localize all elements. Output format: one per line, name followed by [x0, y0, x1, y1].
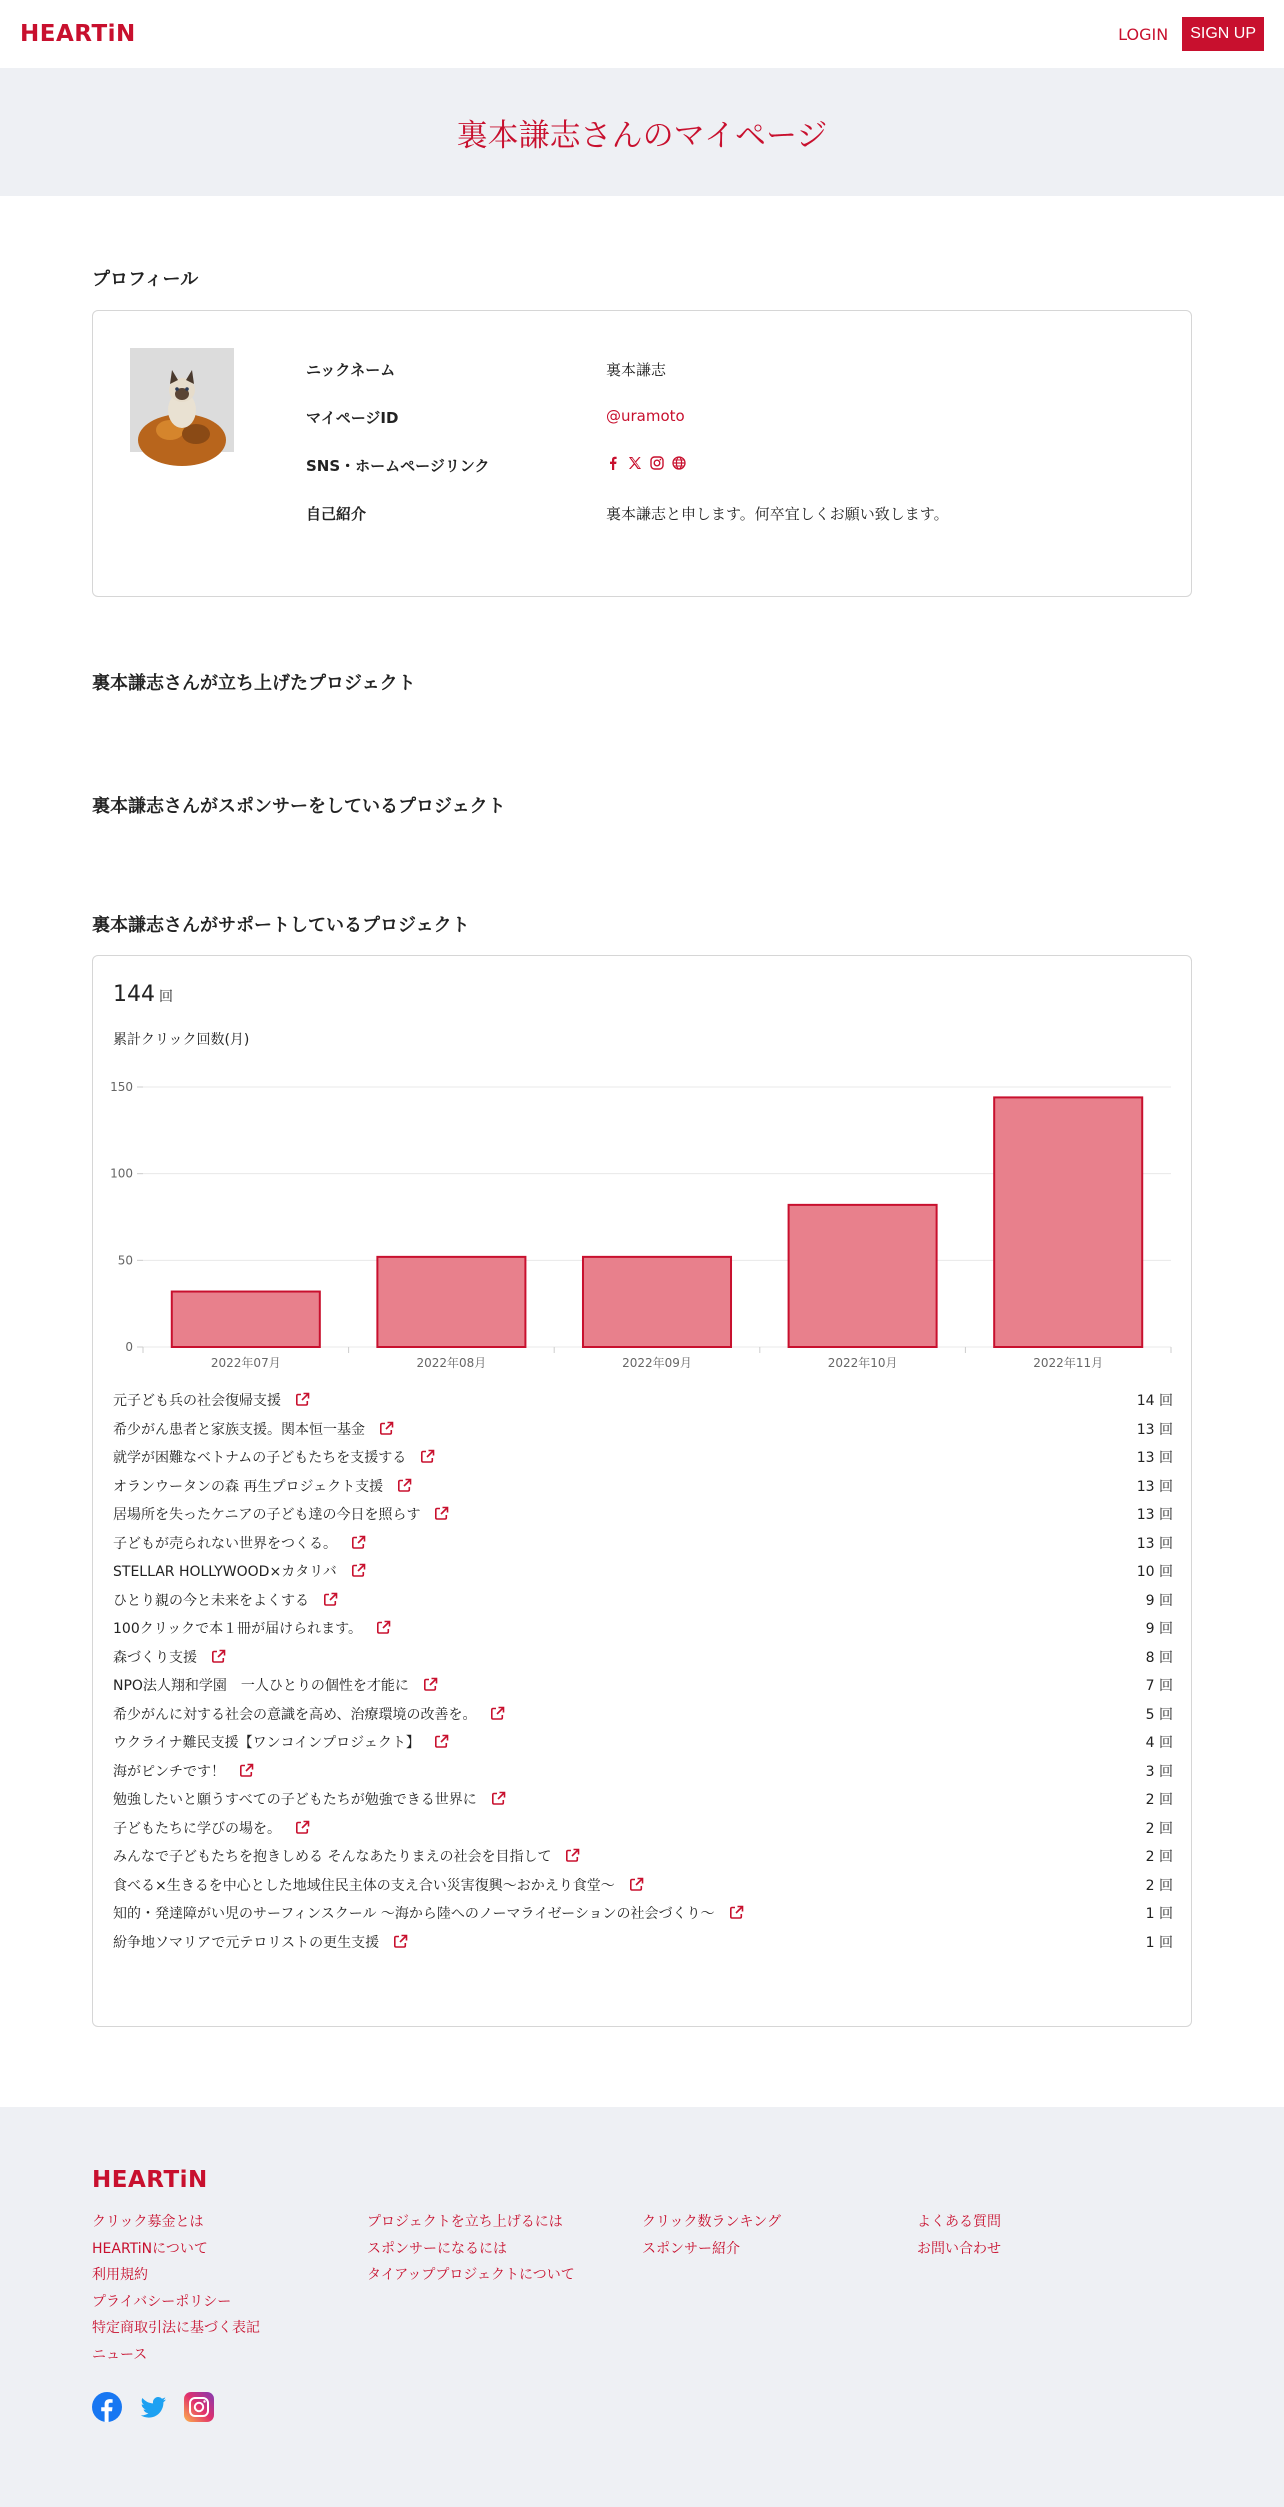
project-row: [113, 1615, 1173, 1644]
profile-row-bio: [306, 503, 949, 551]
external-link-icon[interactable]: [379, 1418, 394, 1433]
instagram-icon[interactable]: [184, 2392, 214, 2422]
footer-link[interactable]: プライバシーポリシー: [92, 2293, 232, 2310]
external-link-icon[interactable]: [491, 1788, 506, 1803]
external-link-icon[interactable]: [323, 1589, 338, 1604]
profile-card: [92, 310, 1192, 597]
project-row: [113, 1473, 1173, 1502]
project-item: [113, 1558, 366, 1587]
profile-label: マイページID: [306, 409, 399, 427]
chart-svg: [110, 1067, 1173, 1377]
page-title: 裏本謙志さんのマイページ: [456, 117, 828, 154]
chart-xtick-label: 2022年09月: [622, 1356, 692, 1370]
footer-link[interactable]: プロジェクトを立ち上げるには: [367, 2214, 563, 2230]
project-name: 希少がんに対する社会の意識を高め、治療環境の改善を。: [113, 1706, 477, 1723]
facebook-icon[interactable]: [606, 456, 620, 470]
footer-social-links: [92, 2392, 1192, 2422]
project-list: [113, 1387, 1171, 1957]
external-link-icon[interactable]: [420, 1446, 435, 1461]
project-item: [113, 1444, 435, 1473]
profile-label: ニックネーム: [306, 361, 396, 379]
project-item: [113, 1644, 226, 1673]
external-link-icon[interactable]: [729, 1902, 744, 1917]
project-row: [113, 1786, 1173, 1815]
sponsoring-projects-title: 裏本謙志さんがスポンサーをしているプロジェクト: [92, 796, 506, 817]
total-clicks-unit: 回: [159, 989, 173, 1005]
sns-links: [606, 456, 686, 470]
project-row: [113, 1900, 1173, 1929]
project-name: 知的・発達障がい児のサーフィンスクール 〜海から陸へのノーマライゼーションの社会づくり〜: [113, 1906, 715, 1922]
project-item: [113, 1929, 408, 1958]
project-name: NPO法人翔和学園 一人ひとりの個性を才能に: [113, 1678, 409, 1694]
profile-row-nickname: [306, 359, 949, 407]
project-item: [113, 1843, 580, 1872]
footer-column: [367, 2209, 642, 2368]
project-click-count: 13 回: [1136, 1450, 1173, 1466]
project-row: [113, 1587, 1173, 1616]
footer-column: [917, 2209, 1192, 2368]
project-click-count: 7 回: [1145, 1678, 1173, 1694]
site-footer: [0, 2107, 1284, 2507]
project-row: [113, 1929, 1173, 1958]
footer-link[interactable]: お問い合わせ: [917, 2240, 1001, 2257]
chart-ytick-label: 100: [110, 1166, 133, 1181]
project-row: [113, 1558, 1173, 1587]
footer-link[interactable]: クリック募金とは: [92, 2214, 204, 2230]
external-link-icon[interactable]: [629, 1874, 644, 1889]
project-item: [113, 1701, 505, 1730]
chart-xtick-label: 2022年07月: [210, 1356, 281, 1370]
project-name: 子どもが売られない世界をつくる。: [113, 1535, 337, 1552]
project-click-count: 2 回: [1145, 1877, 1173, 1894]
project-click-count: 2 回: [1145, 1820, 1173, 1837]
project-row: [113, 1530, 1173, 1559]
chart-bar: [172, 1292, 320, 1347]
project-click-count: 13 回: [1136, 1535, 1173, 1552]
project-click-count: 2 回: [1145, 1792, 1173, 1808]
total-clicks: [113, 982, 1171, 1007]
main-content: [0, 265, 1284, 2027]
project-click-count: 1 回: [1145, 1906, 1173, 1922]
project-click-count: 13 回: [1136, 1478, 1173, 1495]
project-name: 100クリックで本１冊が届けられます。: [113, 1621, 363, 1637]
globe-icon[interactable]: [672, 456, 686, 470]
project-name: STELLAR HOLLYWOOD×カタリバ: [113, 1564, 337, 1580]
project-name: 居場所を失ったケニアの子ども達の今日を照らす: [113, 1507, 421, 1523]
external-link-icon[interactable]: [239, 1760, 254, 1775]
facebook-icon[interactable]: [92, 2392, 122, 2422]
project-row: [113, 1872, 1173, 1901]
signup-button[interactable]: SIGN UP: [1182, 17, 1264, 51]
footer-link[interactable]: スポンサーになるには: [367, 2240, 507, 2257]
external-link-icon[interactable]: [211, 1646, 226, 1661]
external-link-icon[interactable]: [565, 1845, 580, 1860]
avatar: [130, 348, 234, 452]
external-link-icon[interactable]: [434, 1503, 449, 1518]
project-row: [113, 1843, 1173, 1872]
project-row: [113, 1387, 1173, 1416]
external-link-icon[interactable]: [397, 1475, 412, 1490]
monthly-clicks-chart: [110, 1067, 1173, 1377]
project-name: ひとり親の今と未来をよくする: [113, 1592, 309, 1609]
external-link-icon[interactable]: [295, 1389, 310, 1404]
project-row: [113, 1444, 1173, 1473]
project-row: [113, 1416, 1173, 1445]
chart-bar: [789, 1205, 937, 1347]
nickname-value: 裏本謙志: [606, 361, 667, 379]
chart-bar: [583, 1257, 731, 1347]
external-link-icon[interactable]: [295, 1817, 310, 1832]
project-name: 元子ども兵の社会復帰支援: [113, 1393, 281, 1409]
project-row: [113, 1501, 1173, 1530]
footer-links: [92, 2209, 1192, 2368]
project-item: [113, 1615, 391, 1644]
footer-link[interactable]: 特定商取引法に基づく表記: [92, 2320, 260, 2336]
project-click-count: 4 回: [1145, 1735, 1173, 1751]
external-link-icon[interactable]: [351, 1532, 366, 1547]
project-click-count: 14 回: [1136, 1393, 1173, 1409]
project-click-count: 3 回: [1145, 1763, 1173, 1780]
project-item: [113, 1501, 449, 1530]
chart-bar: [377, 1257, 525, 1347]
project-name: 勉強したいと願うすべての子どもたちが勉強できる世界に: [113, 1792, 477, 1808]
footer-link[interactable]: クリック数ランキング: [642, 2214, 782, 2230]
project-name: 食べる×生きるを中心とした地域住民主体の支え合い災害復興〜おかえり食堂〜: [113, 1877, 615, 1894]
project-name: 希少がん患者と家族支援。関本恒一基金: [113, 1421, 365, 1438]
site-logo[interactable]: HEARTiN: [20, 21, 136, 47]
launched-projects-title: 裏本謙志さんが立ち上げたプロジェクト: [92, 673, 416, 694]
chart-label: 累計クリック回数(月): [113, 1032, 250, 1048]
support-card: [92, 955, 1192, 2027]
profile-row-id: [306, 407, 949, 455]
x-icon[interactable]: [628, 456, 642, 470]
project-item: [113, 1872, 644, 1901]
project-name: オランウータンの森 再生プロジェクト支援: [113, 1478, 384, 1495]
page-hero: [0, 68, 1284, 196]
project-name: みんなで子どもたちを抱きしめる そんなあたりまえの社会を目指して: [113, 1849, 552, 1865]
header-actions: [1114, 17, 1264, 51]
profile-label: 自己紹介: [306, 505, 367, 523]
total-clicks-value: 144: [113, 982, 155, 1007]
footer-link[interactable]: よくある質問: [917, 2214, 1001, 2230]
project-name: 海がピンチです！: [113, 1763, 225, 1780]
project-click-count: 1 回: [1145, 1934, 1173, 1951]
project-item: [113, 1900, 744, 1929]
profile-row-sns: [306, 455, 949, 503]
profile-label: SNS・ホームページリンク: [306, 457, 490, 475]
project-item: [113, 1530, 366, 1559]
footer-column: [92, 2209, 367, 2368]
chart-xtick-label: 2022年11月: [1033, 1356, 1104, 1370]
external-link-icon[interactable]: [490, 1703, 505, 1718]
chart-ytick-label: 50: [117, 1253, 133, 1268]
login-link[interactable]: LOGIN: [1118, 24, 1169, 44]
profile-section-title: プロフィール: [92, 269, 199, 290]
footer-link[interactable]: HEARTiNについて: [92, 2240, 208, 2257]
project-item: [113, 1416, 394, 1445]
project-item: [113, 1672, 438, 1701]
chart-xtick-label: 2022年10月: [827, 1356, 898, 1370]
supporting-projects-title: 裏本謙志さんがサポートしているプロジェクト: [92, 915, 470, 936]
footer-column: [642, 2209, 917, 2368]
chart-bar: [994, 1097, 1142, 1347]
project-item: [113, 1729, 449, 1758]
chart-ytick-label: 150: [110, 1080, 133, 1094]
project-item: [113, 1473, 412, 1502]
project-row: [113, 1701, 1173, 1730]
project-click-count: 2 回: [1145, 1849, 1173, 1865]
project-click-count: 9 回: [1145, 1592, 1173, 1609]
bio-value: 裏本謙志と申します。何卒宜しくお願い致します。: [606, 505, 949, 523]
twitter-icon[interactable]: [138, 2392, 168, 2422]
project-item: [113, 1758, 254, 1787]
profile-table: [306, 359, 949, 551]
mypage-id-value[interactable]: @uramoto: [606, 407, 685, 425]
project-item: [113, 1587, 338, 1616]
project-name: 就学が困難なベトナムの子どもたちを支援する: [113, 1450, 407, 1466]
footer-logo[interactable]: HEARTiN: [92, 2167, 208, 2193]
project-item: [113, 1815, 310, 1844]
project-click-count: 9 回: [1145, 1621, 1173, 1637]
project-click-count: 5 回: [1145, 1706, 1173, 1723]
footer-link[interactable]: タイアッププロジェクトについて: [367, 2267, 575, 2283]
project-row: [113, 1644, 1173, 1673]
project-name: 紛争地ソマリアで元テロリストの更生支援: [113, 1934, 380, 1951]
instagram-icon[interactable]: [650, 456, 664, 470]
project-click-count: 13 回: [1136, 1507, 1173, 1523]
external-link-icon[interactable]: [434, 1731, 449, 1746]
footer-link[interactable]: ニュース: [92, 2346, 148, 2363]
chart-xtick-label: 2022年08月: [416, 1356, 487, 1370]
external-link-icon[interactable]: [423, 1674, 438, 1689]
footer-link[interactable]: スポンサー紹介: [642, 2240, 740, 2257]
project-name: 子どもたちに学びの場を。: [113, 1820, 281, 1837]
project-row: [113, 1815, 1173, 1844]
avatar-image: [130, 348, 234, 452]
footer-link[interactable]: 利用規約: [92, 2267, 148, 2283]
project-item: [113, 1786, 506, 1815]
project-row: [113, 1672, 1173, 1701]
external-link-icon[interactable]: [376, 1617, 391, 1632]
project-row: [113, 1758, 1173, 1787]
project-item: [113, 1387, 310, 1416]
external-link-icon[interactable]: [393, 1931, 408, 1946]
project-click-count: 10 回: [1136, 1564, 1173, 1580]
project-click-count: 8 回: [1145, 1649, 1173, 1666]
project-name: ウクライナ難民支援【ワンコインプロジェクト】: [113, 1735, 420, 1751]
project-name: 森づくり支援: [113, 1649, 197, 1666]
external-link-icon[interactable]: [351, 1560, 366, 1575]
project-row: [113, 1729, 1173, 1758]
project-click-count: 13 回: [1136, 1421, 1173, 1438]
site-header: [0, 0, 1284, 68]
chart-ytick-label: 0: [125, 1340, 133, 1354]
